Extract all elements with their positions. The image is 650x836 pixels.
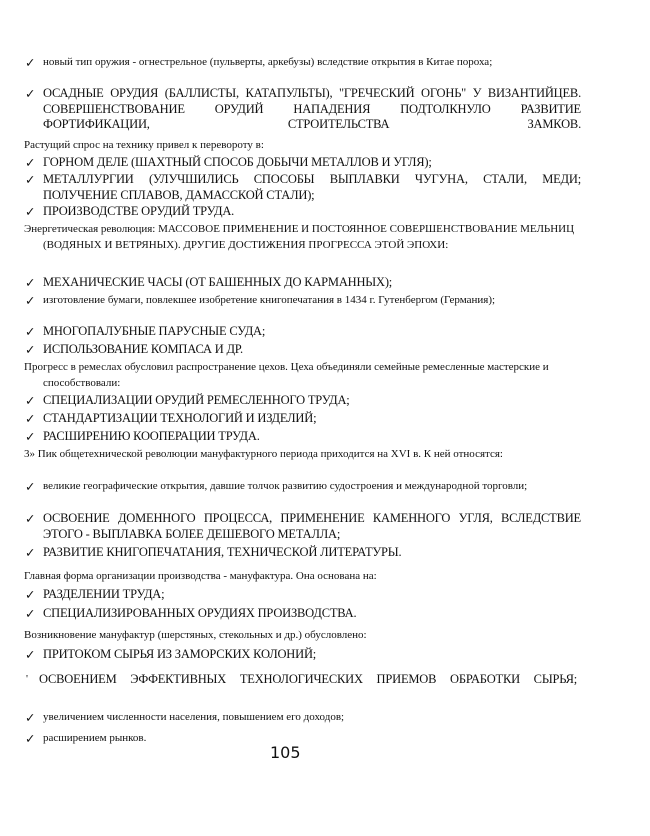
bullet-siege-weapons: ✓ ОСАДНЫЕ ОРУДИЯ (БАЛЛИСТЫ, КАТАПУЛЬТЫ), "ГРЕЧЕСКИЙ ОГОНЬ" У ВИЗАНТИЙЦЕВ. СОВЕРШЕНСТВОВАНИЕ ОРУДИЙ НАПАДЕНИЯ ПОДТОЛКНУЛО РАЗВИТИЕ ФОРТИФИКАЦИИ, СТРОИТЕЛЬСТВА ЗАМКОВ. xyxy=(24,86,581,132)
bullet-cooperation: ✓ РАСШИРЕНИЮ КООПЕРАЦИИ ТРУДА. xyxy=(24,429,581,445)
paragraph-manufactory-origins: Возникновение мануфактур (шерстяных, стекольных и др.) обусловлено: xyxy=(24,629,367,641)
paragraph-xvi-century-peak: 3» Пик общетехнической революции мануфактурного периода приходится на XVI в. К ней относятся: xyxy=(24,448,503,460)
bullet-mechanical-clocks: ✓ МЕХАНИЧЕСКИЕ ЧАСЫ (ОТ БАШЕННЫХ ДО КАРМАННЫХ); xyxy=(24,275,581,291)
bullet-specialized-tools: ✓ СПЕЦИАЛИЗИРОВАННЫХ ОРУДИЯХ ПРОИЗВОДСТВА. xyxy=(24,606,581,622)
bullet-multideck-ships: ✓ МНОГОПАЛУБНЫЕ ПАРУСНЫЕ СУДА; xyxy=(24,324,581,340)
bullet-population-growth: ✓ увеличением численности населения, повышением его доходов; xyxy=(24,710,581,726)
bullet-mining: ✓ ГОРНОМ ДЕЛЕ (ШАХТНЫЙ СПОСОБ ДОБЫЧИ МЕТАЛЛОВ И УГЛЯ); xyxy=(24,155,581,171)
bullet-market-expansion: ✓ расширением рынков. xyxy=(24,731,581,747)
bullet-tool-production: ✓ ПРОИЗВОДСТВЕ ОРУДИЙ ТРУДА. xyxy=(24,204,581,220)
bullet-compass: ✓ ИСПОЛЬЗОВАНИЕ КОМПАСА И ДР. xyxy=(24,342,581,358)
bullet-specialization-tools: ✓ СПЕЦИАЛИЗАЦИИ ОРУДИЙ РЕМЕСЛЕННОГО ТРУДА; xyxy=(24,393,581,409)
bullet-paper-printing: ✓ изготовление бумаги, повлекшее изобретение книгопечатания в 1434 г. Гутенбергом (Германия); xyxy=(24,293,581,309)
bullet-printing-literature: ✓ РАЗВИТИЕ КНИГОПЕЧАТАНИЯ, ТЕХНИЧЕСКОЙ ЛИТЕРАТУРЫ. xyxy=(24,545,581,561)
bullet-blast-furnace: ✓ ОСВОЕНИЕ ДОМЕННОГО ПРОЦЕССА, ПРИМЕНЕНИЕ КАМЕННОГО УГЛЯ, ВСЛЕДСТВИЕ ЭТОГО - ВЫПЛАВКА БОЛЕЕ ДЕШЕВОГО МЕТАЛЛА; xyxy=(24,511,581,542)
bullet-raw-materials: ✓ ПРИТОКОМ СЫРЬЯ ИЗ ЗАМОРСКИХ КОЛОНИЙ; xyxy=(24,647,581,663)
bullet-metallurgy: ✓ МЕТАЛЛУРГИИ (УЛУЧШИЛИСЬ СПОСОБЫ ВЫПЛАВКИ ЧУГУНА, СТАЛИ, МЕДИ; ПОЛУЧЕНИЕ СПЛАВОВ, ДАМАССКОЙ СТАЛИ); xyxy=(24,172,581,203)
page-number: 105 xyxy=(270,743,301,762)
bullet-geographic-discoveries: ✓ великие географические открытия, давшие толчок развитию судостроения и международной торговли; xyxy=(24,479,581,495)
paragraph-energy-revolution: Энергетическая революция: МАССОВОЕ ПРИМЕНЕНИЕ И ПОСТОЯННОЕ СОВЕРШЕНСТВОВАНИЕ МЕЛЬНИЦ (ВОДЯНЫХ И ВЕТРЯНЫХ). ДРУГИЕ ДОСТИЖЕНИЯ ПРОГРЕССА ЭТОЙ ЭПОХИ: xyxy=(24,223,575,251)
bullet-processing-methods: ' ОСВОЕНИЕМ ЭФФЕКТИВНЫХ ТЕХНОЛОГИЧЕСКИХ ПРИЕМОВ ОБРАБОТКИ СЫРЬЯ; xyxy=(24,668,577,702)
bullet-gunpowder-weapons: ✓ новый тип оружия - огнестрельное (пульверты, аркебузы) вследствие открытия в Китае пороха; xyxy=(24,55,581,71)
paragraph-manufactory: Главная форма организации производства - мануфактура. Она основана на: xyxy=(24,570,377,582)
paragraph-demand-for-technology: Растущий спрос на технику привел к перевороту в: xyxy=(24,139,264,151)
bullet-division-of-labor: ✓ РАЗДЕЛЕНИИ ТРУДА; xyxy=(24,587,581,603)
paragraph-guilds: Прогресс в ремеслах обусловил распространение цехов. Цеха объединяли семейные ремесленные мастерские и способствовали: xyxy=(24,361,549,389)
bullet-standardization: ✓ СТАНДАРТИЗАЦИИ ТЕХНОЛОГИЙ И ИЗДЕЛИЙ; xyxy=(24,411,581,427)
